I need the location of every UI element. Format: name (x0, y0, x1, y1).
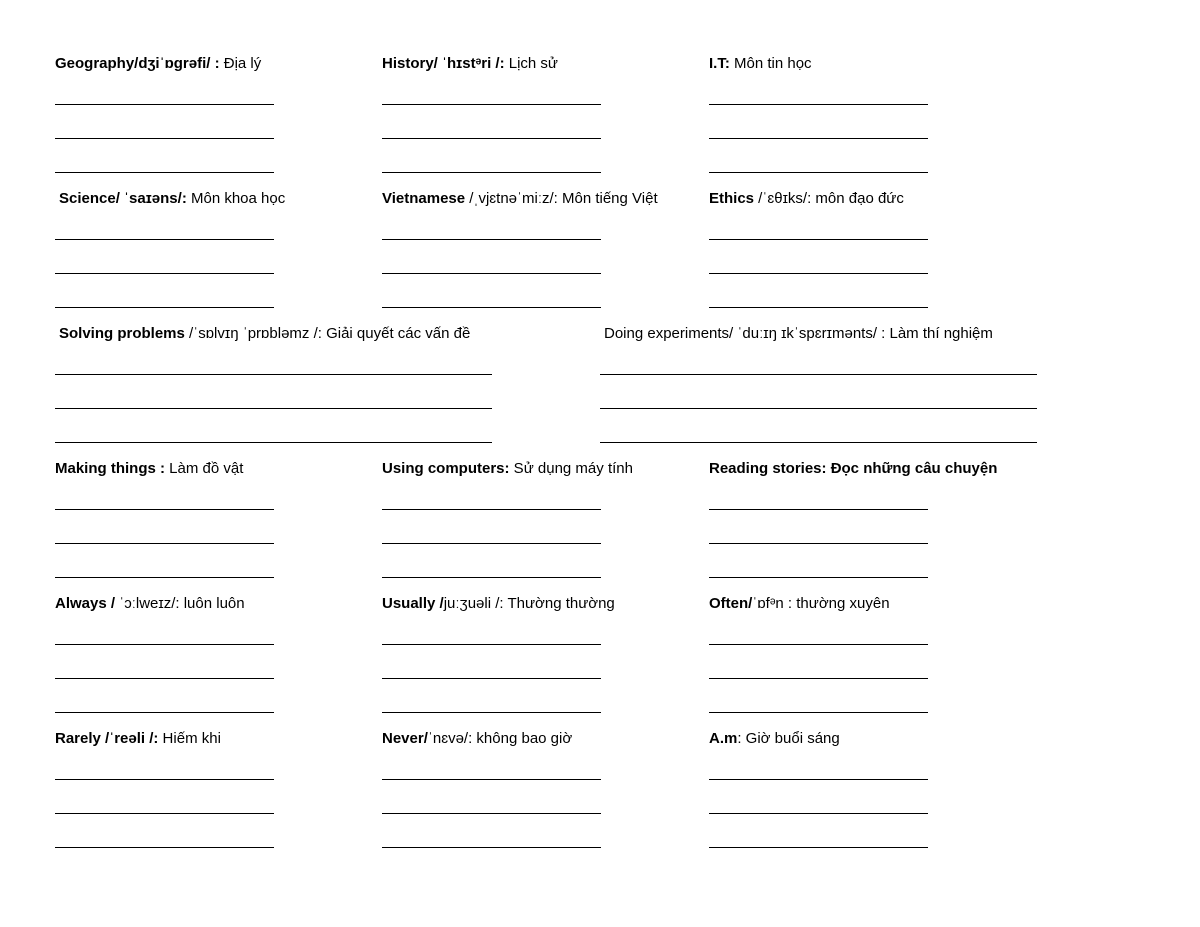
vocab-heading (709, 54, 929, 74)
writing-line[interactable] (55, 273, 274, 274)
writing-line[interactable] (709, 543, 928, 544)
writing-line[interactable] (709, 712, 928, 713)
writing-line[interactable] (382, 644, 601, 645)
writing-line[interactable] (600, 408, 1037, 409)
writing-line[interactable] (55, 577, 274, 578)
vocab-meaning: ˈɔːlweɪz/: luôn luôn (115, 595, 245, 612)
writing-line[interactable] (709, 239, 928, 240)
vocab-term: A.m (709, 730, 738, 747)
writing-line[interactable] (709, 644, 928, 645)
vocab-entry-using-computers (382, 459, 682, 569)
writing-line[interactable] (709, 104, 928, 105)
writing-line[interactable] (382, 712, 601, 713)
vocab-term: Science/ ˈsaɪəns/: (59, 190, 187, 207)
vocab-entry-vietnamese (382, 189, 702, 299)
vocab-heading (55, 459, 275, 479)
writing-line[interactable] (382, 847, 601, 848)
vocab-entry-solving-problems (55, 324, 495, 434)
vocab-meaning: Hiếm khi (158, 730, 221, 747)
writing-line[interactable] (55, 712, 274, 713)
writing-line[interactable] (709, 307, 928, 308)
vocab-term: History/ ˈhɪstᵊri /: (382, 55, 505, 72)
writing-line[interactable] (55, 374, 492, 375)
vocab-heading (382, 459, 682, 479)
vocab-entry-often (709, 594, 949, 704)
vocab-entry-history (382, 54, 602, 164)
vocab-entry-ethics (709, 189, 949, 299)
writing-line[interactable] (709, 678, 928, 679)
vocab-heading (55, 324, 495, 344)
writing-line[interactable] (709, 273, 928, 274)
writing-line[interactable] (55, 847, 274, 848)
writing-line[interactable] (382, 543, 601, 544)
vocab-meaning: : Giờ buổi sáng (737, 730, 840, 747)
vocab-term: Never/ (382, 730, 428, 747)
writing-line[interactable] (55, 239, 274, 240)
vocab-entry-geography (55, 54, 275, 164)
writing-line[interactable] (382, 678, 601, 679)
vocab-heading (382, 54, 602, 74)
vocab-meaning: Sử dụng máy tính (509, 460, 633, 477)
vocab-heading (55, 54, 275, 74)
writing-line[interactable] (709, 172, 928, 173)
vocab-term: I.T: (709, 55, 730, 72)
writing-line[interactable] (55, 543, 274, 544)
writing-line[interactable] (382, 138, 601, 139)
vocab-term: Ethics (709, 190, 755, 207)
vocab-meaning: Địa lý (219, 55, 262, 72)
writing-line[interactable] (382, 172, 601, 173)
vocab-heading (382, 594, 662, 614)
vocab-entry-making-things (55, 459, 275, 569)
vocab-term: Always / (55, 595, 116, 612)
writing-line[interactable] (55, 509, 274, 510)
writing-line[interactable] (55, 172, 274, 173)
writing-line[interactable] (709, 813, 928, 814)
vocab-heading (709, 594, 949, 614)
writing-line[interactable] (600, 442, 1037, 443)
vocab-heading (600, 324, 1040, 344)
vocab-term: Geography/dʒiˈɒgrəfi/ : (55, 55, 220, 72)
writing-line[interactable] (382, 273, 601, 274)
vocab-entry-rarely (55, 729, 295, 839)
vocab-meaning: Doing experiments/ ˈduːɪŋ ɪkˈspɛrɪmənts/ : Làm thí nghiệm (604, 325, 993, 342)
vocab-heading (382, 729, 642, 749)
vocab-entry-science (55, 189, 286, 299)
writing-line[interactable] (55, 678, 274, 679)
writing-line[interactable] (709, 577, 928, 578)
vocab-entry-always (55, 594, 295, 704)
vocab-meaning: Môn tin học (729, 55, 812, 72)
vocab-heading (382, 189, 702, 209)
writing-line[interactable] (55, 813, 274, 814)
vocab-meaning: /ˈɛθɪks/: môn đạo đức (754, 190, 904, 207)
writing-line[interactable] (382, 577, 601, 578)
vocab-meaning: Môn khoa học (186, 190, 286, 207)
vocab-entry-never (382, 729, 642, 839)
vocab-heading (709, 189, 949, 209)
writing-line[interactable] (709, 509, 928, 510)
writing-line[interactable] (55, 779, 274, 780)
vocab-entry-am (709, 729, 949, 839)
vocab-term: Usually / (382, 595, 444, 612)
vocab-term: Often/ (709, 595, 753, 612)
writing-line[interactable] (600, 374, 1037, 375)
writing-line[interactable] (382, 509, 601, 510)
vocab-entry-usually (382, 594, 662, 704)
writing-line[interactable] (55, 408, 492, 409)
vocab-heading (55, 729, 295, 749)
vocab-term: Reading stories: Đọc những câu chuyện (709, 460, 998, 477)
writing-line[interactable] (55, 644, 274, 645)
writing-line[interactable] (382, 813, 601, 814)
writing-line[interactable] (709, 847, 928, 848)
vocab-term: Using computers: (382, 460, 510, 477)
writing-line[interactable] (382, 239, 601, 240)
writing-line[interactable] (382, 307, 601, 308)
writing-line[interactable] (709, 138, 928, 139)
vocab-meaning: Lịch sử (504, 55, 558, 72)
vocab-entry-it (709, 54, 929, 164)
vocab-meaning: ˈnɛvə/: không bao giờ (427, 730, 573, 747)
vocab-heading (709, 459, 1049, 479)
vocab-term: Vietnamese (382, 190, 466, 207)
vocab-term: Solving problems (59, 325, 185, 342)
vocab-meaning: Làm đồ vật (165, 460, 244, 477)
writing-line[interactable] (382, 104, 601, 105)
writing-line[interactable] (55, 442, 492, 443)
writing-line[interactable] (382, 779, 601, 780)
vocab-heading (709, 729, 949, 749)
vocab-meaning: /ˈsɒlvɪŋ ˈprɒbləmz /: Giải quyết các vấn đề (184, 325, 471, 342)
vocab-entry-reading-stories (709, 459, 1049, 569)
writing-line[interactable] (55, 138, 274, 139)
writing-line[interactable] (709, 779, 928, 780)
vocab-term: Rarely /ˈreəli /: (55, 730, 159, 747)
vocab-heading (55, 189, 286, 209)
writing-line[interactable] (55, 307, 274, 308)
vocab-entry-doing-experiments (600, 324, 1040, 434)
vocab-term: Making things : (55, 460, 165, 477)
vocab-meaning: juːʒuəli /: Thường thường (443, 595, 615, 612)
vocab-meaning: ˈɒfᵊn : thường xuyên (752, 595, 890, 612)
writing-line[interactable] (55, 104, 274, 105)
vocab-meaning: /ˌvjɛtnəˈmiːz/: Môn tiếng Việt (465, 190, 658, 207)
vocab-heading (55, 594, 295, 614)
